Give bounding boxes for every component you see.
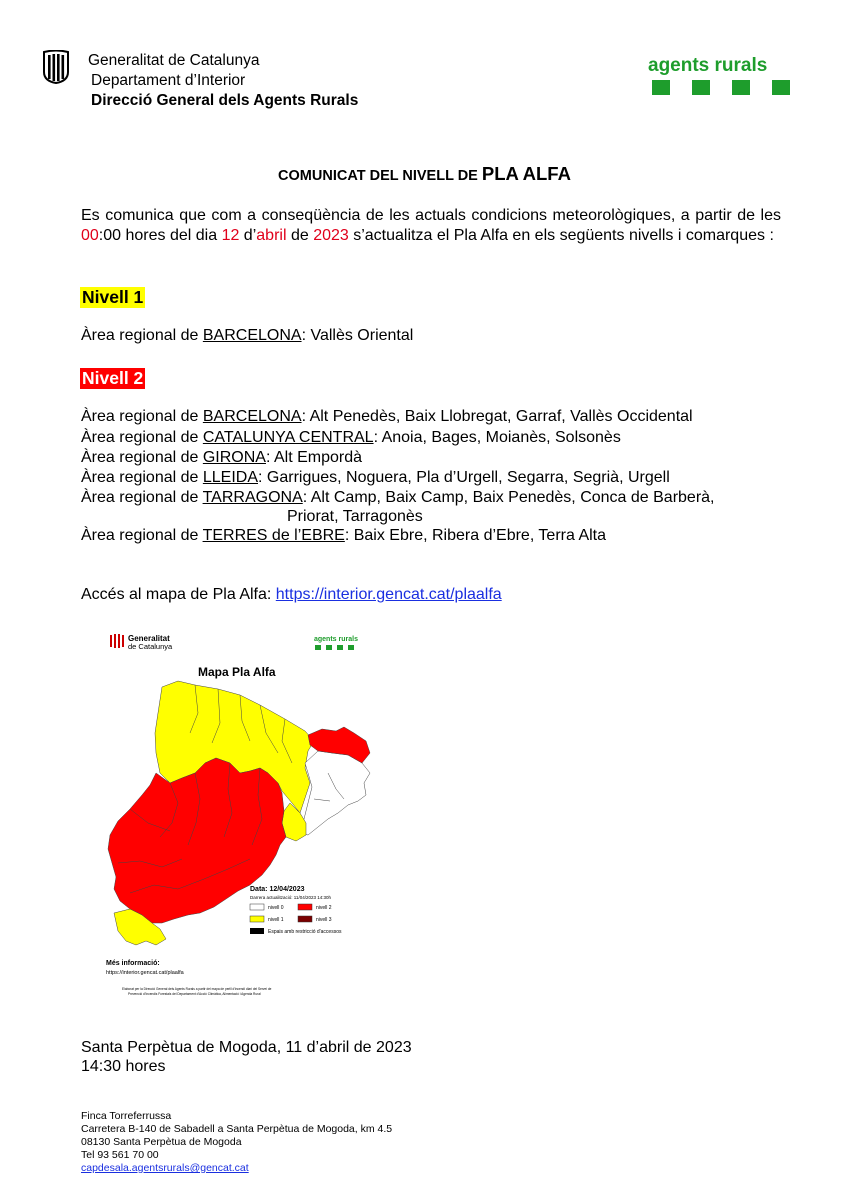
map-more-url: https://interior.gencat.cat/plaalfa bbox=[106, 970, 184, 976]
footer-address-2: Carretera B-140 de Sabadell a Santa Perpètua de Mogoda, km 4.5 bbox=[81, 1123, 393, 1135]
level-2-area-girona: Àrea regional de GIRONA: Alt Empordà bbox=[81, 449, 363, 466]
legend-nivell1: nivell 1 bbox=[268, 917, 284, 923]
map-date: Data: 12/04/2023 bbox=[250, 886, 305, 893]
place-date: Santa Perpètua de Mogoda, 11 d’abril de 2023 bbox=[81, 1039, 412, 1056]
legend-swatch-nivell2 bbox=[298, 904, 312, 910]
map-gen-line1: Generalitat bbox=[128, 634, 170, 643]
map-updated: Darrera actualització: 11/04/2023 14:30h bbox=[250, 895, 331, 900]
page-title: COMUNICAT DEL NIVELL DE PLA ALFA bbox=[278, 163, 571, 184]
legend-swatch-nivell0 bbox=[250, 904, 264, 910]
map-access-line: Accés al mapa de Pla Alfa: https://interior.gencat.cat/plaalfa bbox=[81, 586, 502, 603]
footer-address-3: 08130 Santa Perpètua de Mogoda bbox=[81, 1136, 242, 1148]
intro-paragraph: Es comunica que com a conseqüència de les actuals condicions meteorològiques, a partir de les 00:00 hores del dia 12 d’abril de 2023 s’actualitza el Pla Alfa en els següents nivells i comarques : bbox=[81, 207, 781, 244]
plaalfa-link[interactable]: https://interior.gencat.cat/plaalfa bbox=[275, 586, 502, 603]
map-more-title: Més informació: bbox=[106, 960, 160, 967]
legend-nivell0: nivell 0 bbox=[268, 905, 284, 911]
footer-address-1: Finca Torreferrussa bbox=[81, 1110, 172, 1122]
legend-nivell3: nivell 3 bbox=[316, 917, 332, 923]
generalitat-logo-icon bbox=[41, 50, 71, 84]
level-2-area-catalunya-central: Àrea regional de CATALUNYA CENTRAL: Anoia, Bages, Moianès, Solsonès bbox=[81, 429, 621, 446]
level-2-area-tarragona: Àrea regional de TARRAGONA: Alt Camp, Baix Camp, Baix Penedès, Conca de Barberà, bbox=[81, 489, 715, 506]
org-department: Departament d’Interior bbox=[91, 72, 246, 89]
agents-rurals-squares-icon bbox=[652, 80, 790, 95]
legend-swatch-nivell3 bbox=[298, 916, 312, 922]
signature-time: 14:30 hores bbox=[81, 1058, 166, 1075]
map-credit-2: Prevenció d'Incendis Forestals del Departament d'Acció Climàtica, Alimentació i Agenda Rural bbox=[128, 992, 261, 996]
legend-swatch-restricted bbox=[250, 928, 264, 934]
map-gen-line2: de Catalunya bbox=[128, 642, 173, 651]
level-1-area: Àrea regional de BARCELONA: Vallès Oriental bbox=[81, 327, 414, 344]
map-title: Mapa Pla Alfa bbox=[198, 665, 276, 679]
level-1-heading: Nivell 1 bbox=[82, 287, 144, 307]
org-direction: Direcció General dels Agents Rurals bbox=[91, 92, 359, 109]
level-2-area-terres-ebre: Àrea regional de TERRES de l’EBRE: Baix Ebre, Ribera d’Ebre, Terra Alta bbox=[81, 527, 607, 544]
legend-restricted: Espais amb restricció d'accessos bbox=[268, 929, 342, 935]
level-2-area-barcelona: Àrea regional de BARCELONA: Alt Penedès, Baix Llobregat, Garraf, Vallès Occidental bbox=[81, 408, 693, 425]
pla-alfa-map-image bbox=[100, 623, 372, 1001]
agents-rurals-brand: agents rurals bbox=[648, 55, 768, 76]
map-brand: agents rurals bbox=[314, 636, 358, 643]
legend-swatch-nivell1 bbox=[250, 916, 264, 922]
footer-email-link[interactable]: capdesala.agentsrurals@gencat.cat bbox=[81, 1162, 249, 1174]
legend-nivell2: nivell 2 bbox=[316, 905, 332, 911]
org-name: Generalitat de Catalunya bbox=[88, 52, 260, 69]
level-2-heading: Nivell 2 bbox=[82, 368, 144, 388]
map-credit-1: Elaborat per la Direcció General dels Agents Rurals a partir del mapa de perill d'incendi diari del Servei de bbox=[122, 987, 272, 991]
level-2-area-lleida: Àrea regional de LLEIDA: Garrigues, Noguera, Pla d’Urgell, Segarra, Segrià, Urgell bbox=[81, 469, 670, 486]
footer-phone: Tel 93 561 70 00 bbox=[81, 1149, 159, 1161]
level-2-area-tarragona-continuation: Priorat, Tarragonès bbox=[287, 508, 423, 525]
